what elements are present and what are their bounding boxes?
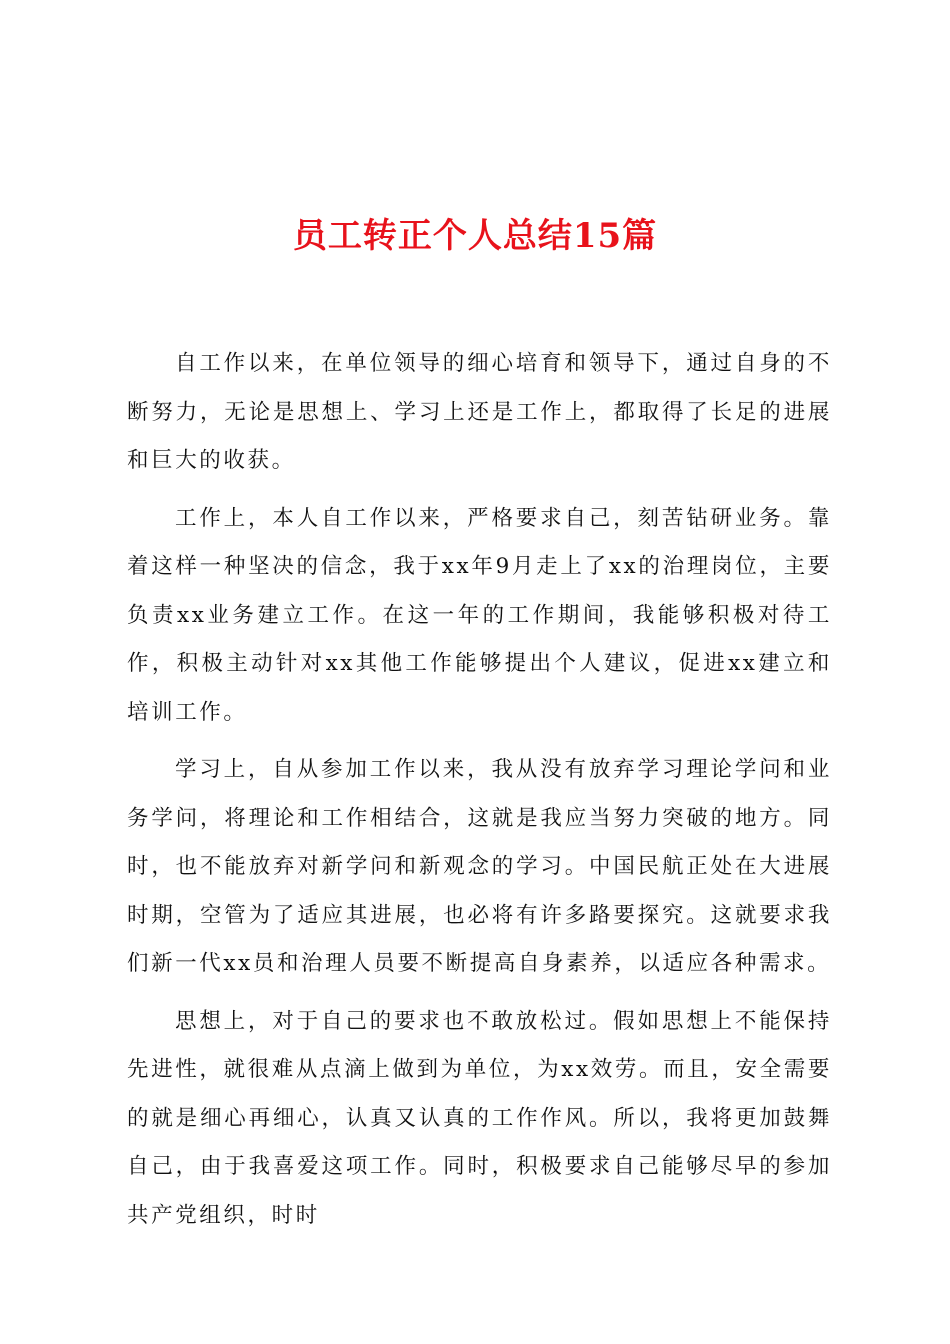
- document-title: 员工转正个人总结15篇: [292, 216, 658, 256]
- paragraph-work: 工作上，本人自工作以来，严格要求自己，刻苦钻研业务。靠着这样一种坚决的信念，我于xx年9月走上了xx的治理岗位，主要负责xx业务建立工作。在这一年的工作期间，我能够积极对待工作，积极主动针对xx其他工作能够提出个人建议，促进xx建立和培训工作。: [127, 505, 832, 725]
- paragraph-intro: 自工作以来，在单位领导的细心培育和领导下，通过自身的不断努力，无论是思想上、学习上还是工作上，都取得了长足的进展和巨大的收获。: [127, 351, 832, 473]
- document-body: [127, 340, 832, 1249]
- paragraph-thought: 思想上，对于自己的要求也不敢放松过。假如思想上不能保持先进性，就很难从点滴上做到为单位，为xx效劳。而且，安全需要的就是细心再细心，认真又认真的工作作风。所以，我将更加鼓舞自己，由于我喜爱这项工作。同时，积极要求自己能够尽早的参加共产党组织，时时: [127, 1008, 832, 1228]
- paragraph-study: 学习上，自从参加工作以来，我从没有放弃学习理论学问和业务学问，将理论和工作相结合，这就是我应当努力突破的地方。同时，也不能放弃对新学问和新观念的学习。中国民航正处在大进展时期，空管为了适应其进展，也必将有许多路要探究。这就要求我们新一代xx员和治理人员要不断提高自身素养，以适应各种需求。: [127, 757, 832, 976]
